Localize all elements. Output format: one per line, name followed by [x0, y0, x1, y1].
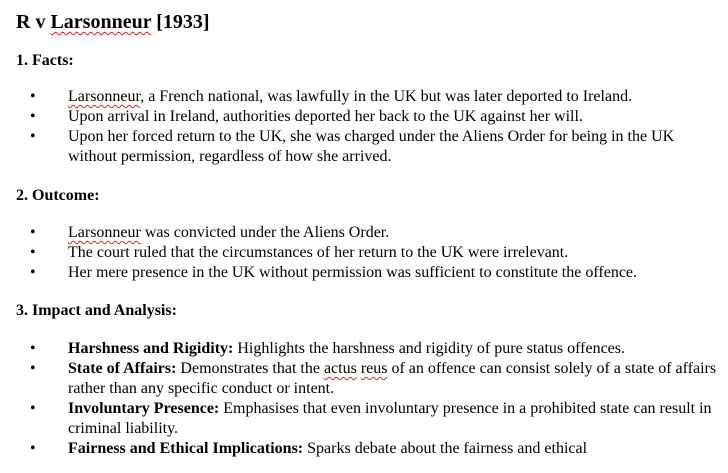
list-item [16, 87, 722, 107]
case-title-year: [1933] [151, 11, 210, 33]
list-item [16, 223, 722, 243]
list-item-text: , a French national, was lawfully in the UK but was later deported to Ireland. [140, 88, 633, 105]
list-item-text: Upon her forced return to the UK, she was charged under the Aliens Order for being in the UK without permission, regardless of how she arrived. [68, 128, 675, 165]
case-title [16, 10, 722, 34]
list-item [16, 107, 722, 127]
document-page [16, 0, 722, 459]
misspelled-word: Larsonneur [68, 224, 141, 241]
case-title-name: Larsonneur [50, 11, 152, 33]
impact-list [16, 339, 722, 459]
list-item-text: The court ruled that the circumstances of her return to the UK were irrelevant. [68, 244, 569, 261]
list-item-text: Her mere presence in the UK without permission was sufficient to constitute the offence. [68, 264, 638, 281]
case-title-prefix: R v [16, 11, 51, 33]
list-item-text: Sparks debate about the fairness and ethical [303, 440, 588, 457]
list-item [16, 359, 722, 399]
bullet: • [30, 360, 36, 377]
section-heading-outcome: 2. Outcome: [16, 187, 100, 204]
bullet: • [30, 224, 36, 241]
list-item-text: Emphasises that even involuntary presence in a prohibited state can result in criminal liability. [68, 400, 712, 437]
misspelled-word: Larsonneur [68, 88, 141, 105]
misspelled-word: reus [360, 360, 388, 377]
bullet: • [30, 108, 36, 125]
bullet: • [30, 440, 36, 457]
bullet: • [30, 88, 36, 105]
list-item [16, 263, 722, 283]
list-item-lead: Fairness and Ethical Implications: [68, 440, 304, 457]
section-heading-impact: 3. Impact and Analysis: [16, 302, 177, 319]
misspelled-word: actus [323, 360, 357, 377]
list-item-text: Demonstrates that the [176, 360, 324, 377]
list-item [16, 399, 722, 439]
list-item-text: Upon arrival in Ireland, authorities deported her back to the UK against her will. [68, 108, 583, 125]
bullet: • [30, 340, 36, 357]
list-item-text: Highlights the harshness and rigidity of pure status offences. [233, 340, 626, 357]
list-item-lead: Involuntary Presence: [68, 400, 220, 417]
list-item [16, 127, 722, 167]
facts-list [16, 87, 722, 167]
bullet: • [30, 264, 36, 281]
list-item [16, 439, 722, 459]
bullet: • [30, 128, 36, 145]
outcome-list [16, 223, 722, 283]
list-item-text: was convicted under the Aliens Order. [140, 224, 390, 241]
bullet: • [30, 244, 36, 261]
section-heading-facts: 1. Facts: [16, 52, 74, 69]
list-item [16, 339, 722, 359]
bullet: • [30, 400, 36, 417]
list-item-lead: State of Affairs: [68, 360, 177, 377]
list-item [16, 243, 722, 263]
list-item-text: of an offence can consist solely of a state of affairs rather than any specific conduct or intent. [68, 360, 717, 397]
list-item-lead: Harshness and Rigidity: [68, 340, 234, 357]
